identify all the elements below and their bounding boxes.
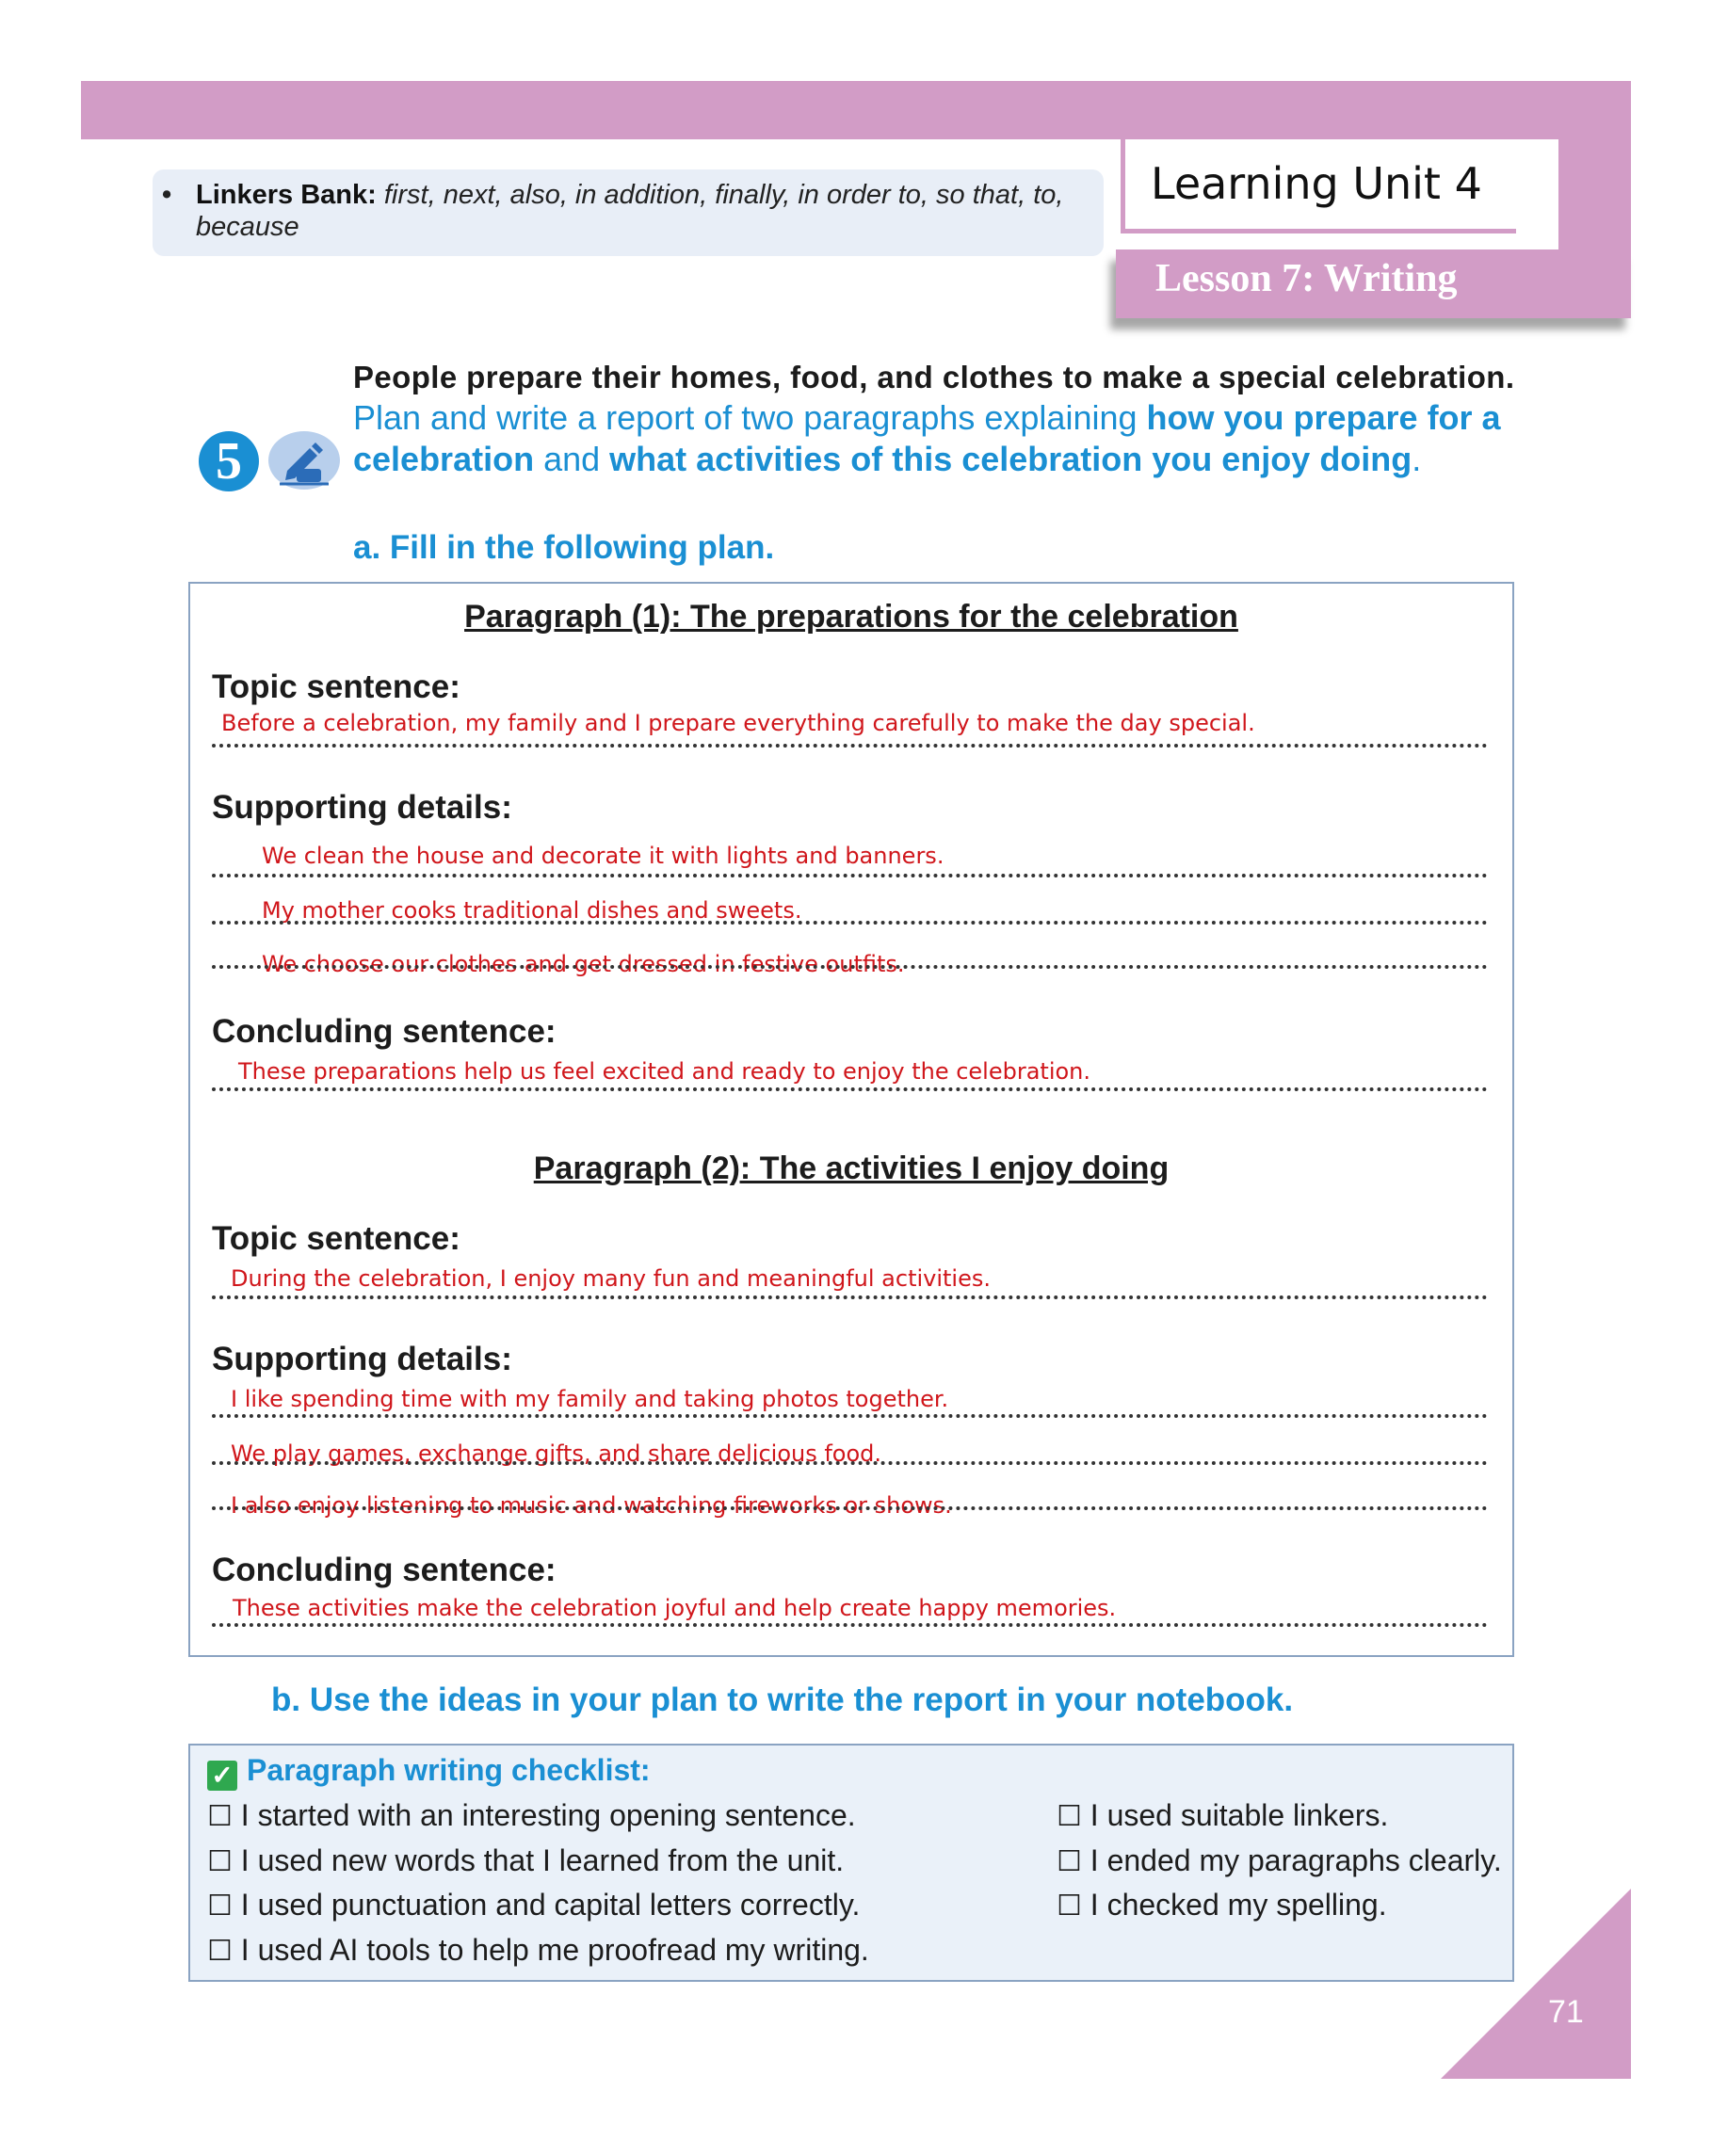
- p1-supporting-label: Supporting details:: [212, 789, 512, 826]
- p1-topic-answer[interactable]: Before a celebration, my family and I prepare everything carefully to make the day special.: [221, 710, 1255, 736]
- checkbox-icon[interactable]: ☐: [207, 1935, 233, 1968]
- checkbox-icon[interactable]: ☐: [207, 1800, 233, 1833]
- p1-concluding-label: Concluding sentence:: [212, 1013, 557, 1050]
- linkers-label: Linkers Bank:: [196, 180, 377, 210]
- paragraph-1-title: Paragraph (1): The preparations for the celebration: [464, 599, 1238, 635]
- p1-detail-3[interactable]: We choose our clothes and get dressed in festive outfits.: [262, 951, 905, 977]
- checklist-item[interactable]: ☐ I used punctuation and capital letters correctly.: [207, 1888, 861, 1923]
- checkbox-icon[interactable]: ☐: [1057, 1890, 1082, 1923]
- checklist-item[interactable]: ☐ I checked my spelling.: [1057, 1888, 1387, 1923]
- p2-supporting-label: Supporting details:: [212, 1341, 512, 1377]
- p1-detail-2[interactable]: My mother cooks traditional dishes and sweets.: [262, 897, 802, 924]
- checklist-item[interactable]: ☐ I used suitable linkers.: [1057, 1798, 1389, 1833]
- task-instruction: [353, 397, 1540, 480]
- checkbox-icon[interactable]: ☐: [207, 1890, 233, 1923]
- checkbox-icon[interactable]: ☐: [1057, 1845, 1082, 1878]
- task-a-heading: a. Fill in the following plan.: [353, 529, 775, 566]
- p1-topic-label: Topic sentence:: [212, 668, 460, 705]
- instr-bold-2: what activities of this celebration you enjoy doing: [609, 440, 1412, 478]
- intro-statement: People prepare their homes, food, and clothes to make a special celebration.: [353, 360, 1515, 394]
- checklist-title: [207, 1753, 651, 1791]
- p2-concluding-line: [212, 1619, 1488, 1627]
- linkers-items: first, next, also, in addition, finally, in order to, so that, to, because: [196, 180, 1064, 242]
- instr-part-1: Plan and write a report of two paragraphs explaining: [353, 398, 1147, 437]
- p1-topic-line: [212, 740, 1488, 748]
- p2-concluding-label: Concluding sentence:: [212, 1552, 557, 1588]
- bullet-icon: •: [162, 180, 172, 210]
- checklist-item[interactable]: ☐ I used AI tools to help me proofread my writing.: [207, 1933, 869, 1968]
- p2-topic-line: [212, 1292, 1488, 1299]
- unit-title: Learning Unit 4: [1151, 158, 1482, 209]
- p1-detail-line-1: [212, 870, 1488, 877]
- p1-concluding-answer[interactable]: These preparations help us feel excited and ready to enjoy the celebration.: [238, 1058, 1091, 1085]
- p1-detail-line-2: [212, 917, 1488, 925]
- page-corner-triangle: [1441, 1889, 1631, 2079]
- checklist-item[interactable]: ☐ I used new words that I learned from the unit.: [207, 1843, 845, 1878]
- exercise-instructions: [353, 358, 1540, 480]
- p2-detail-3[interactable]: I also enjoy listening to music and watching fireworks or shows.: [231, 1492, 952, 1519]
- p2-concluding-answer[interactable]: These activities make the celebration joyful and help create happy memories.: [233, 1595, 1117, 1621]
- p1-concluding-line: [212, 1084, 1488, 1091]
- instr-bold-1: how you prepare for a celebration: [353, 398, 1501, 478]
- checklist-item[interactable]: ☐ I ended my paragraphs clearly.: [1057, 1843, 1502, 1878]
- lesson-title: Lesson 7: Writing: [1155, 257, 1458, 300]
- p2-detail-line-1: [212, 1410, 1488, 1418]
- p2-detail-line-2: [212, 1457, 1488, 1465]
- p1-detail-line-3: [212, 961, 1488, 969]
- instr-part-2: and: [534, 440, 610, 478]
- writing-hand-icon: [268, 431, 340, 490]
- p2-topic-answer[interactable]: During the celebration, I enjoy many fun and meaningful activities.: [231, 1265, 991, 1292]
- header-band: [81, 81, 1631, 139]
- checkmark-icon: ✓: [207, 1761, 237, 1791]
- exercise-number: 5: [199, 431, 259, 491]
- linkers-bank: [153, 169, 1104, 256]
- checkbox-icon[interactable]: ☐: [207, 1845, 233, 1878]
- checklist-item[interactable]: ☐ I started with an interesting opening sentence.: [207, 1798, 856, 1833]
- p2-detail-1[interactable]: I like spending time with my family and taking photos together.: [231, 1386, 949, 1412]
- checklist-title-text: Paragraph writing checklist:: [247, 1753, 651, 1787]
- paragraph-2-title: Paragraph (2): The activities I enjoy doing: [533, 1150, 1170, 1186]
- p2-topic-label: Topic sentence:: [212, 1220, 460, 1257]
- page-number: 71: [1548, 1994, 1584, 2030]
- task-b-heading: b. Use the ideas in your plan to write the report in your notebook.: [271, 1681, 1294, 1718]
- p2-detail-line-3: [212, 1503, 1488, 1510]
- p2-detail-2[interactable]: We play games, exchange gifts, and share delicious food.: [231, 1440, 882, 1467]
- instr-part-3: .: [1412, 440, 1422, 478]
- checkbox-icon[interactable]: ☐: [1057, 1800, 1082, 1833]
- p1-detail-1[interactable]: We clean the house and decorate it with lights and banners.: [262, 843, 944, 869]
